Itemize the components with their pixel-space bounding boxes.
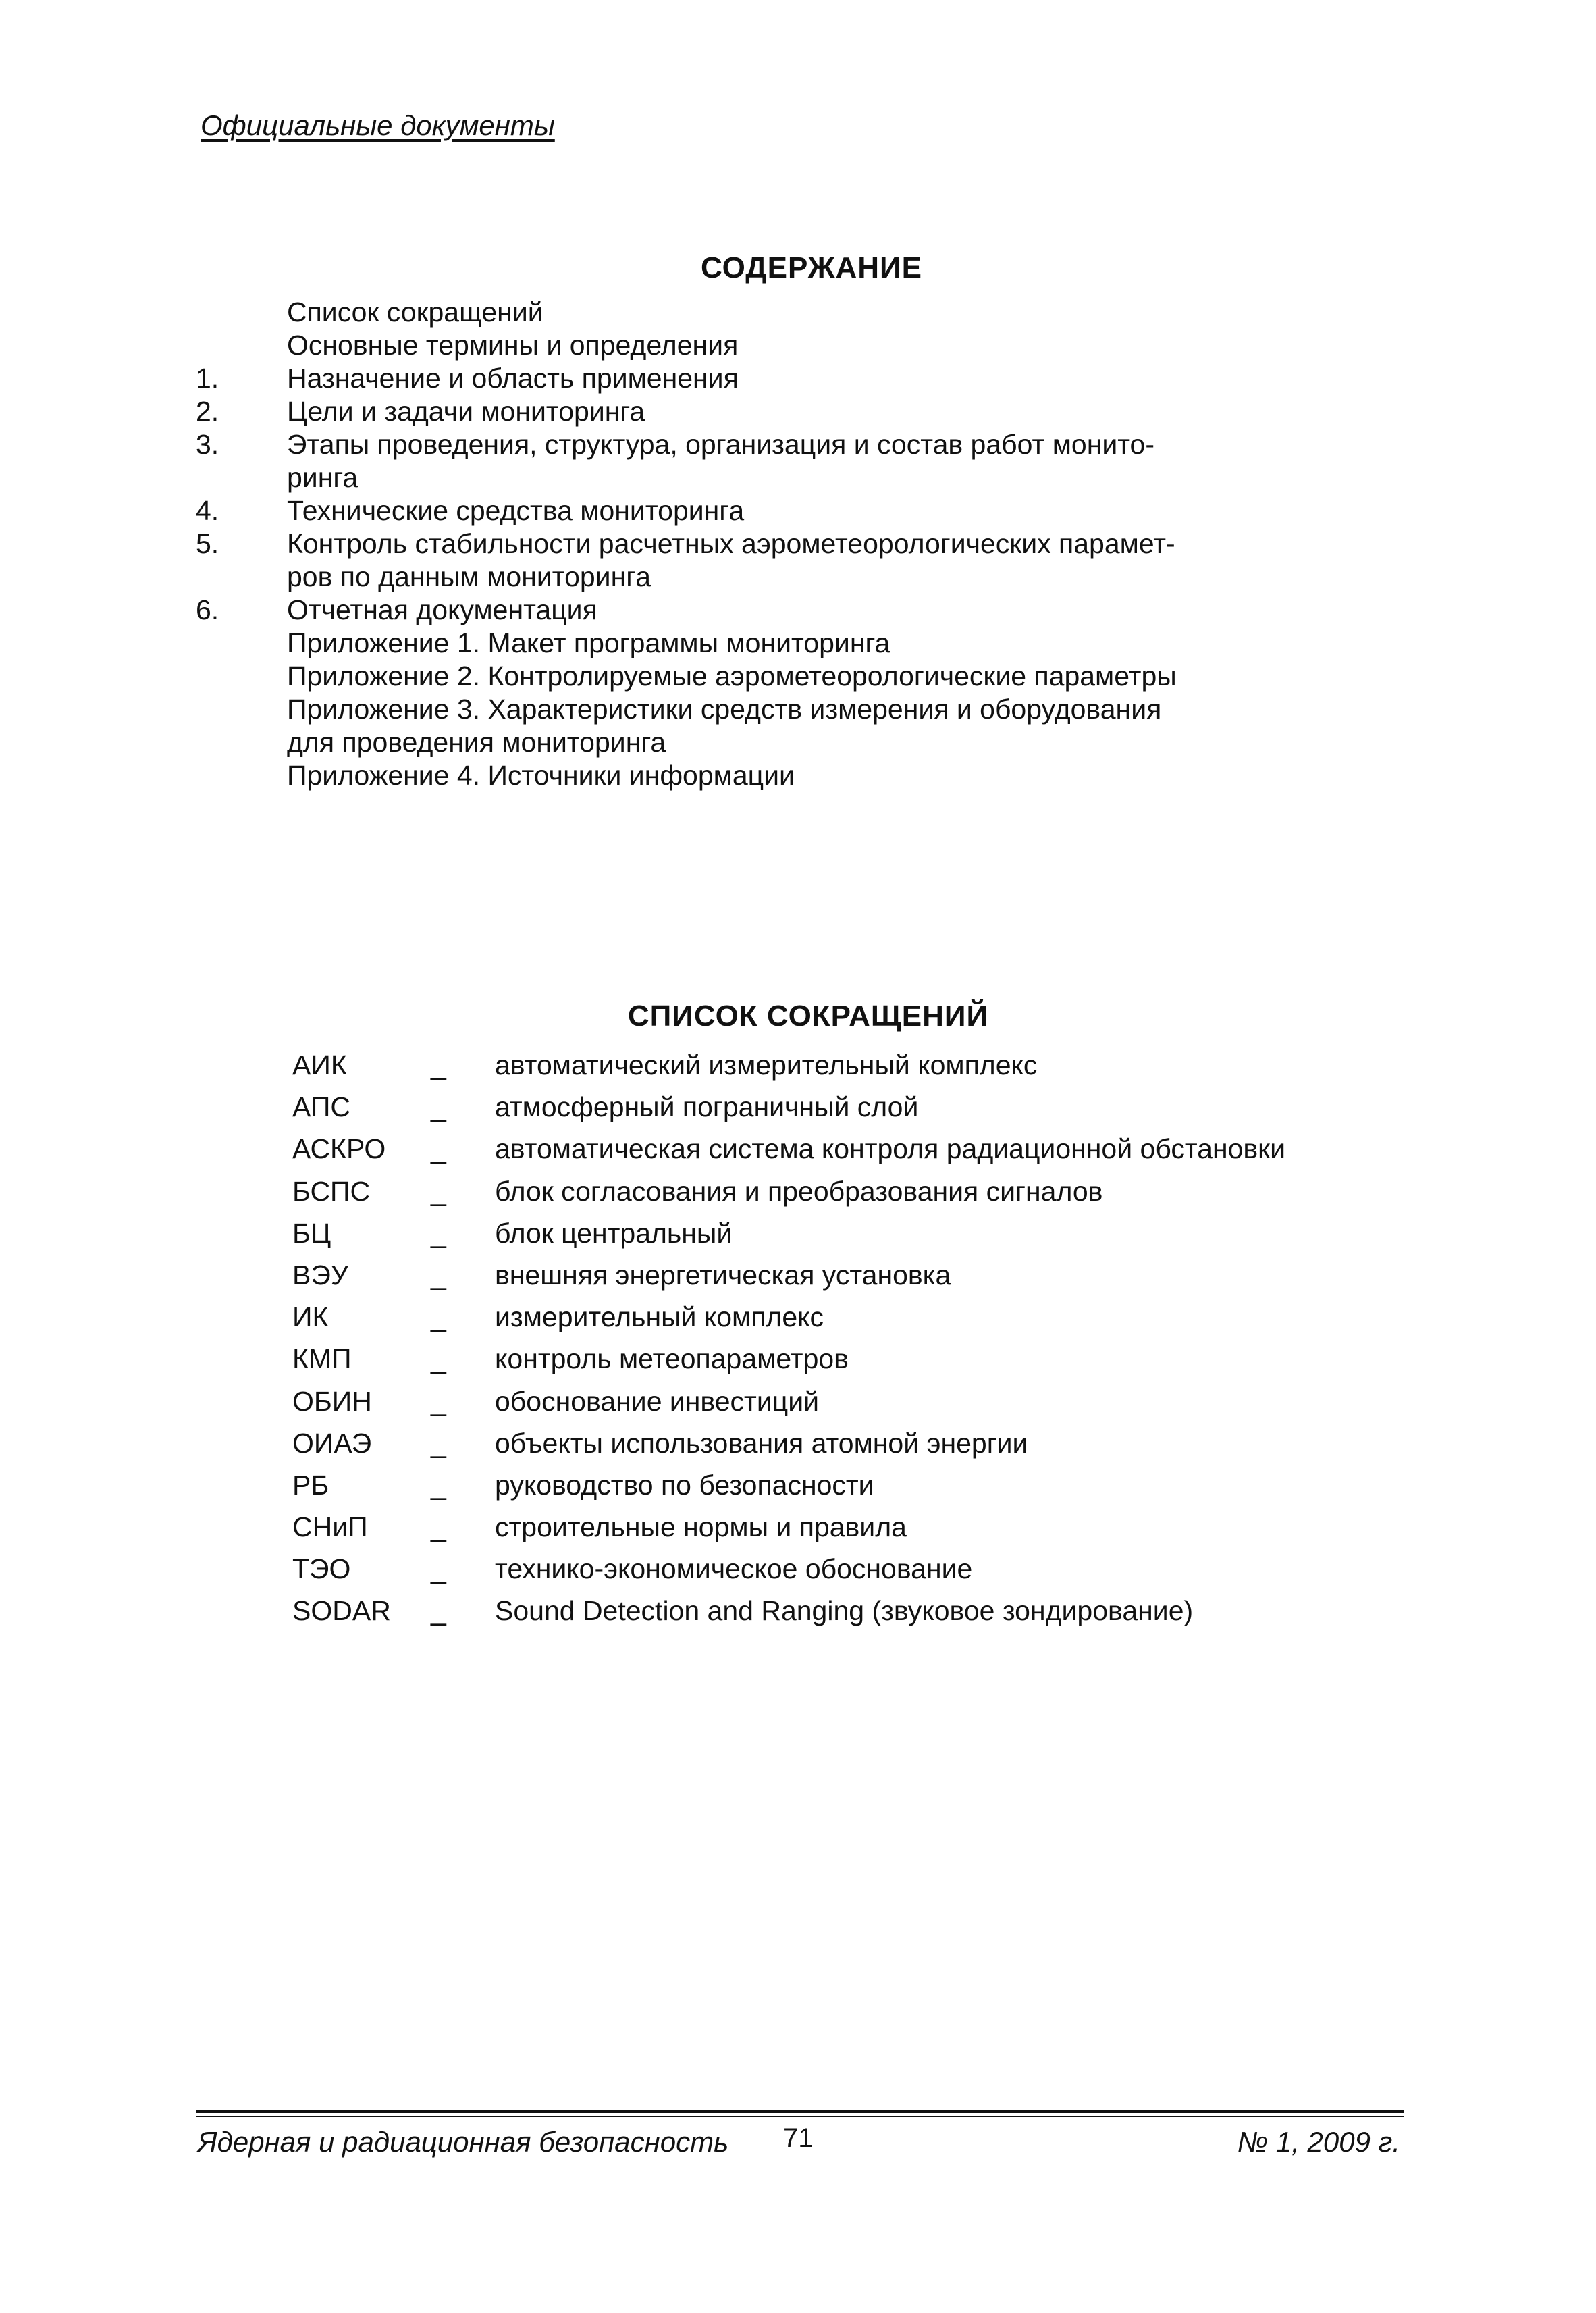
abbreviation-dash: _ [431,1343,446,1375]
abbreviation-term: ИК [292,1301,329,1333]
toc-item-text: Список сокращений [287,296,543,328]
abbreviation-row [292,1090,1508,1132]
abbreviation-row [292,1384,1508,1426]
toc-item [196,759,1249,792]
footer-rule-thick [196,2110,1404,2113]
page-number: 71 [783,2123,814,2153]
abbreviation-dash: _ [431,1385,446,1417]
toc-item-text: Приложение 2. Контролируемые аэрометеорологические параметры [287,660,1177,692]
toc-item-number: 6. [196,594,219,625]
toc-item [196,594,1249,627]
toc-item [196,362,1249,395]
abbreviation-term: АПС [292,1091,350,1123]
abbreviation-row [292,1132,1508,1174]
abbreviation-dash: _ [431,1301,446,1333]
toc-item-text: Назначение и область применения [287,363,739,394]
toc-item-number: 4. [196,495,219,526]
abbreviation-dash: _ [431,1427,446,1459]
abbreviation-row [292,1342,1508,1384]
toc-item-text: Технические средства мониторинга [287,495,745,526]
abbreviation-dash: _ [431,1091,446,1123]
abbreviation-definition: контроль метеопараметров [495,1343,849,1375]
abbreviation-term: ТЭО [292,1553,351,1585]
toc-item-number: 3. [196,429,219,460]
toc-item [196,527,1249,594]
abbreviation-definition: блок согласования и преобразования сигналов [495,1175,1103,1207]
toc-item-text: Приложение 4. Источники информации [287,760,795,791]
toc-item-number: 1. [196,363,219,394]
toc-item [196,693,1249,759]
abbreviation-definition: измерительный комплекс [495,1301,824,1333]
abbreviation-definition: технико-экономическое обоснование [495,1553,973,1585]
abbreviation-row [292,1468,1508,1510]
abbreviation-term: КМП [292,1343,352,1375]
abbreviations-heading: СПИСОК СОКРАЩЕНИЙ [627,999,989,1033]
abbreviation-definition: атмосферный пограничный слой [495,1091,919,1123]
abbreviations-list [292,1048,1508,1636]
toc-list [196,296,1249,792]
running-header: Официальные документы [201,109,555,141]
abbreviation-dash: _ [431,1595,446,1627]
toc-item [196,296,1249,329]
toc-item [196,329,1249,362]
toc-item-text: Отчетная документация [287,594,597,625]
toc-item-number: 2. [196,396,219,427]
abbreviation-term: РБ [292,1469,329,1501]
toc-item-number: 5. [196,528,219,559]
toc-item [196,494,1249,527]
toc-item-text: Цели и задачи мониторинга [287,396,645,427]
toc-item [196,395,1249,428]
abbreviation-row [292,1174,1508,1216]
abbreviation-term: ВЭУ [292,1259,348,1291]
abbreviation-definition: автоматический измерительный комплекс [495,1049,1038,1081]
abbreviation-term: ОИАЭ [292,1427,372,1459]
toc-item [196,660,1249,693]
abbreviation-definition: внешняя энергетическая установка [495,1259,951,1291]
toc-item-text: Приложение 1. Макет программы мониторинга [287,627,890,658]
toc-item [196,627,1249,660]
footer-issue: № 1, 2009 г. [1237,2126,1400,2158]
abbreviation-dash: _ [431,1259,446,1291]
toc-item-text: Приложение 3. Характеристики средств измерения и оборудования для проведения мониторинга [287,694,1162,758]
abbreviation-term: БСПС [292,1175,371,1207]
footer-journal-title: Ядерная и радиационная безопасность [198,2126,729,2158]
abbreviation-definition: объекты использования атомной энергии [495,1427,1028,1459]
abbreviation-row [292,1048,1508,1090]
abbreviation-row [292,1216,1508,1258]
toc-item [196,428,1249,494]
abbreviation-definition: строительные нормы и правила [495,1511,907,1543]
abbreviation-definition: руководство по безопасности [495,1469,874,1501]
abbreviation-row [292,1594,1508,1636]
abbreviation-dash: _ [431,1217,446,1249]
toc-item-text: Контроль стабильности расчетных аэрометеорологических парамет- ров по данным мониторинга [287,528,1175,592]
abbreviation-term: ОБИН [292,1385,372,1417]
abbreviation-definition: обоснование инвестиций [495,1385,820,1417]
abbreviation-definition: Sound Detection and Ranging (звуковое зондирование) [495,1595,1194,1627]
abbreviation-definition: автоматическая система контроля радиационной обстановки [495,1133,1286,1165]
abbreviation-term: СНиП [292,1511,368,1543]
abbreviation-term: БЦ [292,1217,331,1249]
abbreviation-row [292,1510,1508,1552]
toc-heading: СОДЕРЖАНИЕ [700,251,923,284]
toc-item-text: Основные термины и определения [287,330,739,361]
abbreviation-row [292,1258,1508,1300]
abbreviation-dash: _ [431,1469,446,1501]
abbreviation-dash: _ [431,1553,446,1585]
abbreviation-dash: _ [431,1049,446,1081]
toc-item-text: Этапы проведения, структура, организация и состав работ монито- ринга [287,429,1155,493]
abbreviation-row [292,1426,1508,1468]
abbreviation-dash: _ [431,1511,446,1543]
abbreviation-term: SODAR [292,1595,391,1627]
abbreviation-row [292,1300,1508,1342]
abbreviation-term: АИК [292,1049,347,1081]
abbreviation-row [292,1552,1508,1594]
footer-rule-thin [196,2116,1404,2117]
abbreviation-dash: _ [431,1133,446,1165]
abbreviation-definition: блок центральный [495,1217,733,1249]
abbreviation-dash: _ [431,1175,446,1207]
abbreviation-term: АСКРО [292,1133,386,1165]
